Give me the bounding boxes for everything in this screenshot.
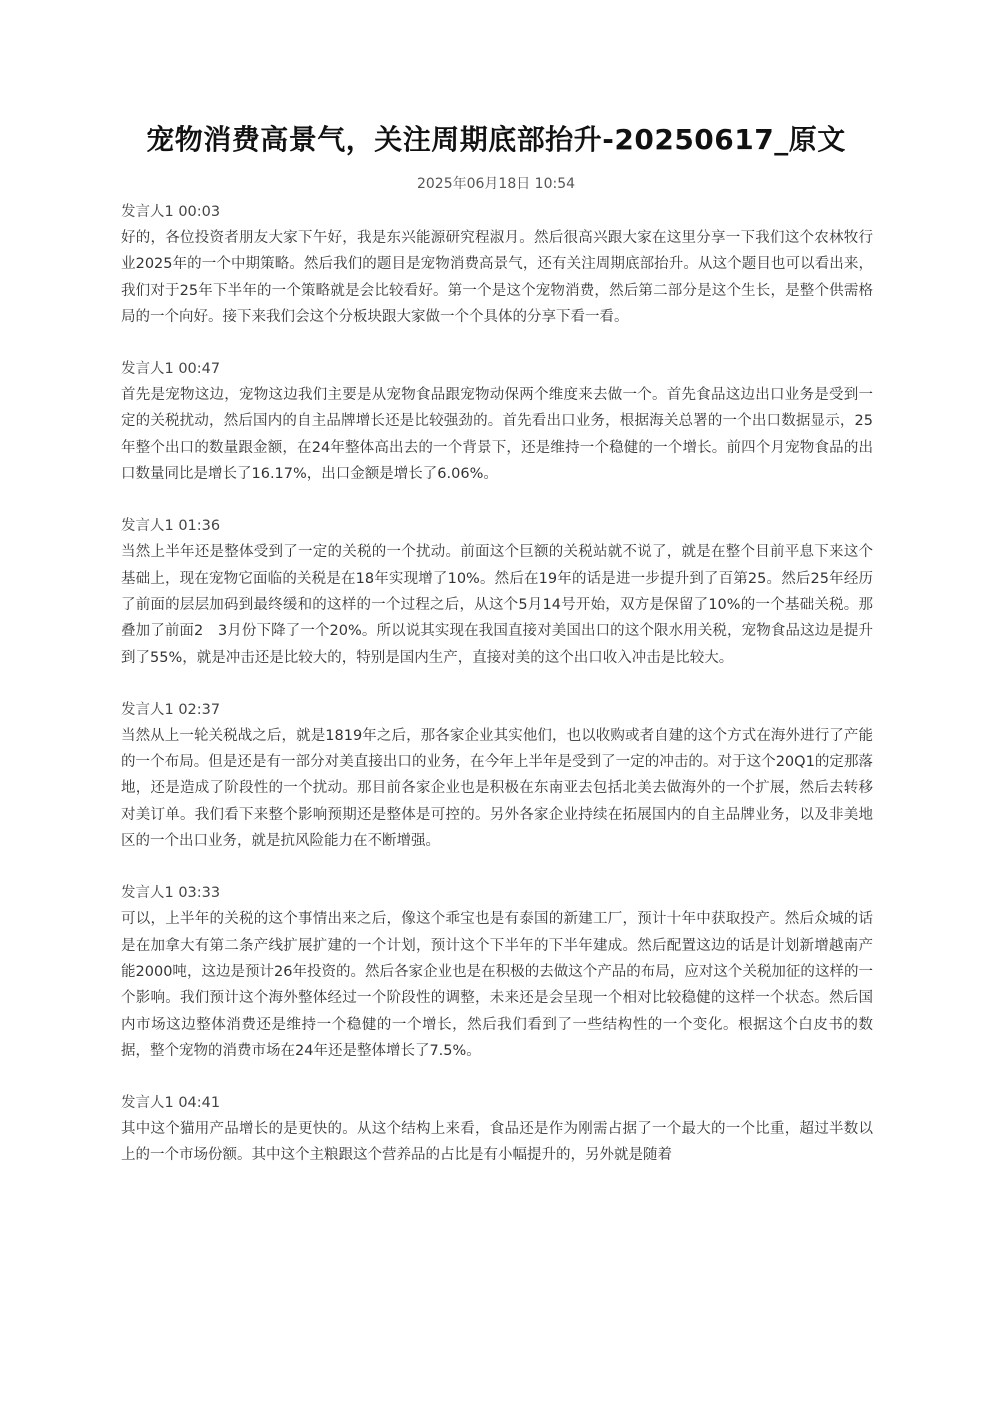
- speaker-timestamp: 发言人1 00:47: [121, 361, 221, 378]
- speaker-timestamp: 发言人1 00:03: [121, 204, 221, 220]
- transcript-segment: [121, 880, 873, 1064]
- segment-text: 其中这个猫用产品增长的是更快的。从这个结构上来看，食品还是作为刚需占据了一个最大的一个比重，超过半数以上的一个市场份额。其中这个主粮跟这个营养品的占比是有小幅提升的，另外就是随着: [121, 1121, 873, 1164]
- segment-text: 可以，上半年的关税的这个事情出来之后，像这个乖宝也是有泰国的新建工厂，预计十年中获取投产。然后众城的话是在加拿大有第二条产线扩展扩建的一个计划，预计这个下半年的下半年建成。然后配置这边的话是计划新增越南产能2000吨，这边是预计26年投资的。然后各家企业也是在积极的去做这个产品的布局，应对这个关税加征的这样的一个影响。我们预计这个海外整体经过一个阶段性的调整，未来还是会呈现一个相对比较稳健的这样一个状态。然后国内市场这边整体消费还是维持一个稳健的一个增长，然后我们看到了一些结构性的一个变化。根据这个白皮书的数据，整个宠物的消费市场在24年还是整体增长了7.5%。: [121, 911, 873, 1059]
- speaker-timestamp: 发言人1 04:41: [121, 1095, 221, 1112]
- transcript-segment: [121, 513, 873, 670]
- segment-text: 首先是宠物这边，宠物这边我们主要是从宠物食品跟宠物动保两个维度来去做一个。首先食品这边出口业务是受到一定的关税扰动，然后国内的自主品牌增长还是比较强劲的。首先看出口业务，根据海关总署的一个出口数据显示，25年整个出口的数量跟金额，在24年整体高出去的一个背景下，还是维持一个稳健的一个增长。前四个月宠物食品的出口数量同比是增长了16.17%，出口金额是增长了6.06%。: [121, 387, 873, 483]
- document-date: 2025年06月18日 10:54: [416, 176, 576, 192]
- segment-text: 当然从上一轮关税战之后，就是1819年之后，那各家企业其实他们，也以收购或者自建的这个方式在海外进行了产能的一个布局。但是还是有一部分对美直接出口的业务，在今年上半年是受到了一定的冲击的。对于这个20Q1的定那落地，还是造成了阶段性的一个扰动。那目前各家企业也是积极在东南亚去包括北美去做海外的一个扩展，然后去转移对美订单。我们看下来整个影响预期还是整体是可控的。另外各家企业持续在拓展国内的自主品牌业务，以及非美地区的一个出口业务，就是抗风险能力在不断增强。: [121, 727, 873, 850]
- segment-text: 好的，各位投资者朋友大家下午好，我是东兴能源研究程淑月。然后很高兴跟大家在这里分享一下我们这个农林牧行业2025年的一个中期策略。然后我们的题目是宠物消费高景气，还有关注周期底部抬升。从这个题目也可以看出来，我们对于25年下半年的一个策略就是会比较看好。第一个是这个宠物消费，然后第二部分是这个生长，是整个供需格局的一个向好。接下来我们会这个分板块跟大家做一个个具体的分享下看一看。: [121, 230, 873, 325]
- segment-text: 当然上半年还是整体受到了一定的关税的一个扰动。前面这个巨额的关税站就不说了，就是在整个目前平息下来这个基础上，现在宠物它面临的关税是在18年实现增了10%。然后在19年的话是进一步提升到了百第25。然后25年经历了前面的层层加码到最终缓和的这样的一个过程之后，从这个5月14号开始，双方是保留了10%的一个基础关税。那叠加了前面2 3月份下降了一个20%。所以说其实现在我国直接对美国出口的这个限水用关税，宠物食品这边是提升到了55%，就是冲击还是比较大的，特别是国内生产，直接对美的这个出口收入冲击是比较大。: [121, 544, 873, 666]
- transcript-segment: [121, 697, 873, 854]
- document-title: 宠物消费高景气，关注周期底部抬升-20250617_原文: [146, 123, 846, 156]
- transcript-segment: [121, 199, 873, 330]
- speaker-timestamp: 发言人1 03:33: [121, 885, 221, 902]
- transcript-segment: [121, 1090, 873, 1169]
- transcript: [121, 199, 873, 1195]
- transcript-segment: [121, 356, 873, 487]
- speaker-timestamp: 发言人1 02:37: [121, 701, 221, 718]
- speaker-timestamp: 发言人1 01:36: [121, 518, 221, 535]
